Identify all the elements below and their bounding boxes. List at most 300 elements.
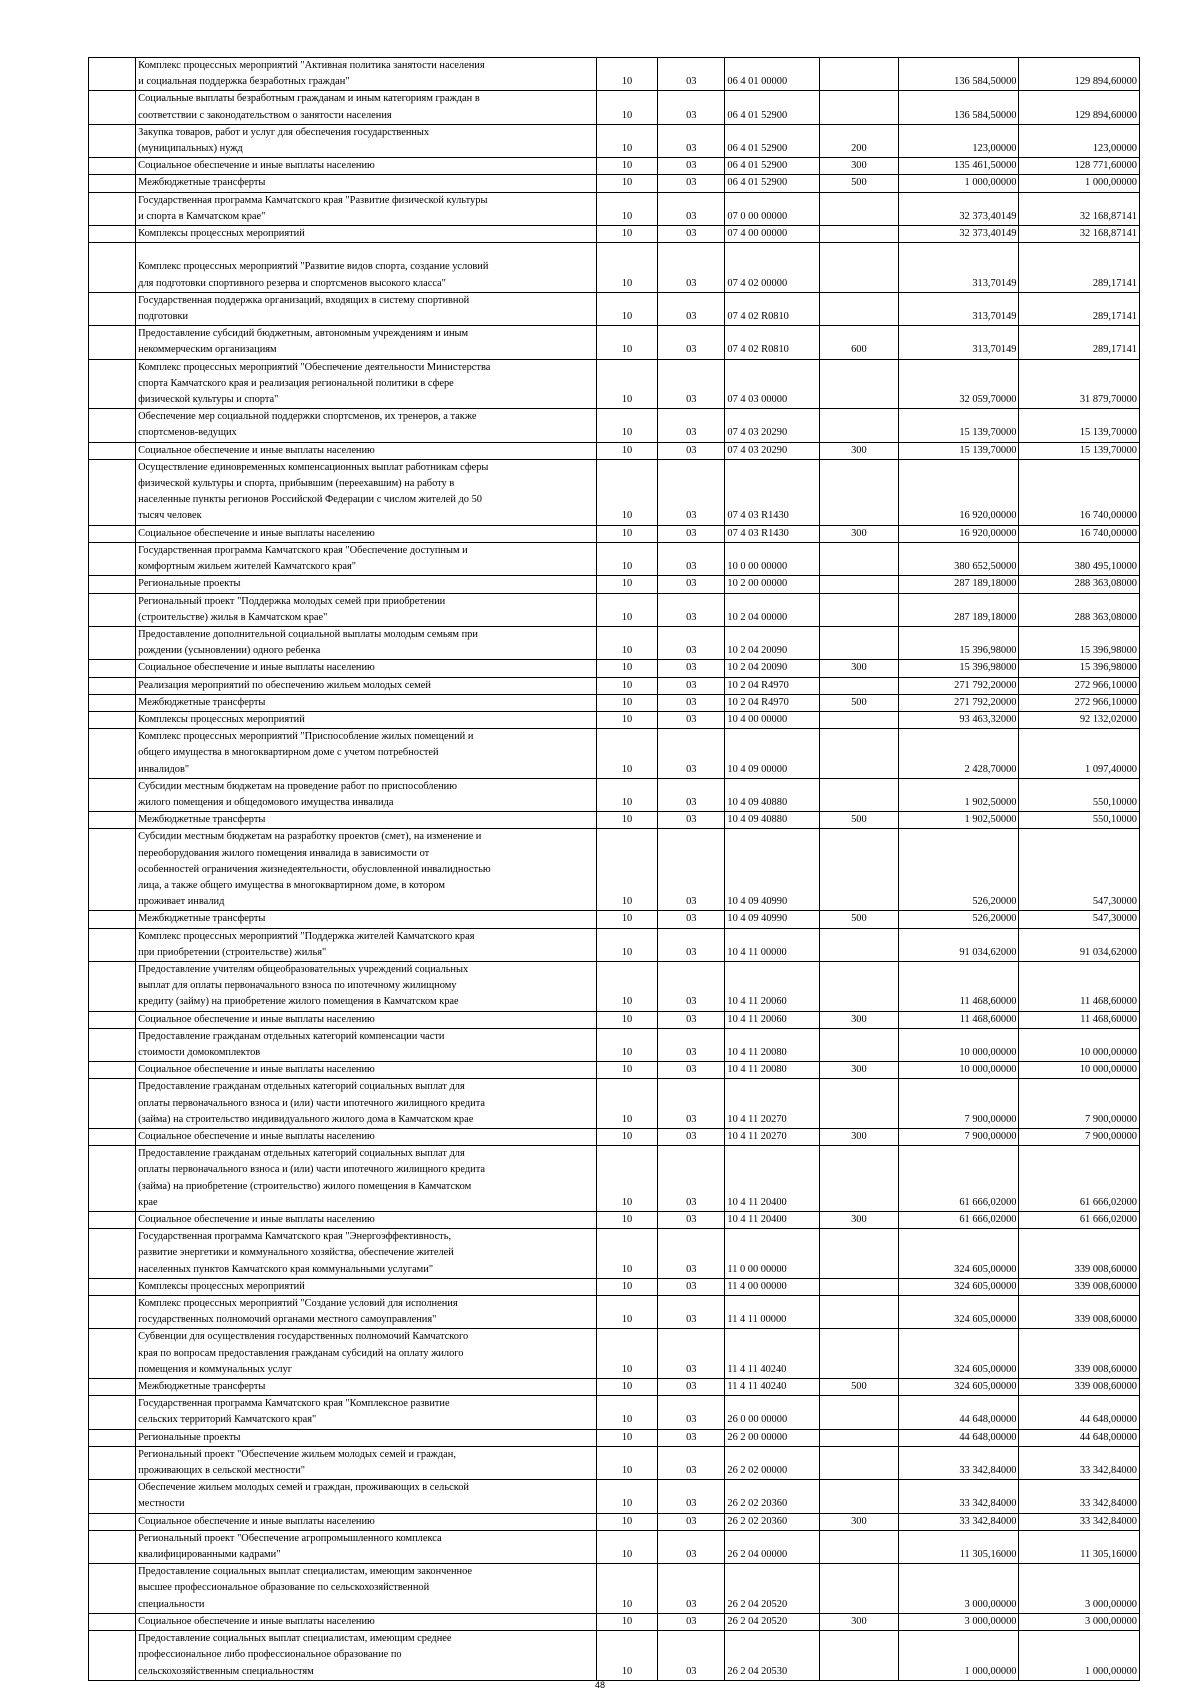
table-row <box>89 778 1140 811</box>
target-article-cell: 26 2 04 20530 <box>725 1631 819 1681</box>
subsection-code-cell: 03 <box>658 729 725 779</box>
target-article-cell: 10 4 09 00000 <box>725 729 819 779</box>
target-article-cell: 10 4 11 20270 <box>725 1079 819 1129</box>
table-row <box>89 359 1140 409</box>
amount-year2-cell: 128 771,60000 <box>1019 158 1140 175</box>
amount-year1-cell: 2 428,70000 <box>899 729 1019 779</box>
table-row <box>89 58 1140 91</box>
amount-year2-cell: 550,10000 <box>1019 812 1140 829</box>
item-name-cell: Межбюджетные трансферты <box>136 694 597 711</box>
amount-year2-cell: 31 879,70000 <box>1019 359 1140 409</box>
table-row <box>89 961 1140 1011</box>
row-index-cell <box>89 1446 136 1479</box>
target-article-cell: 07 4 02 00000 <box>725 243 819 293</box>
amount-year2-cell: 44 648,00000 <box>1019 1429 1140 1446</box>
item-name-cell: Комплекс процессных мероприятий "Обеспечение деятельности Министерства спорта Камчатского края и реализация региональной политики в сфере физической культуры и спорта" <box>136 359 597 409</box>
table-row <box>89 442 1140 459</box>
amount-year2-cell: 550,10000 <box>1019 778 1140 811</box>
row-index-cell <box>89 928 136 961</box>
section-code-cell: 10 <box>596 1011 657 1028</box>
amount-year2-cell: 11 468,60000 <box>1019 961 1140 1011</box>
amount-year1-cell: 7 900,00000 <box>899 1079 1019 1129</box>
item-name-cell: Региональный проект "Обеспечение жильем молодых семей и граждан, проживающих в сельской местности" <box>136 1446 597 1479</box>
expense-type-cell <box>819 192 898 225</box>
amount-year2-cell: 32 168,87141 <box>1019 192 1140 225</box>
section-code-cell: 10 <box>596 91 657 124</box>
amount-year1-cell: 1 000,00000 <box>899 175 1019 192</box>
section-code-cell: 10 <box>596 1028 657 1061</box>
target-article-cell: 07 4 03 00000 <box>725 359 819 409</box>
section-code-cell: 10 <box>596 192 657 225</box>
amount-year2-cell: 16 740,00000 <box>1019 459 1140 525</box>
row-index-cell <box>89 459 136 525</box>
item-name-cell: Межбюджетные трансферты <box>136 911 597 928</box>
expense-type-cell <box>819 1079 898 1129</box>
item-name-cell: Межбюджетные трансферты <box>136 1379 597 1396</box>
table-row <box>89 911 1140 928</box>
expense-type-cell <box>819 1446 898 1479</box>
table-row <box>89 576 1140 593</box>
amount-year2-cell: 61 666,02000 <box>1019 1146 1140 1212</box>
section-code-cell: 10 <box>596 660 657 677</box>
section-code-cell: 10 <box>596 694 657 711</box>
expense-type-cell: 600 <box>819 326 898 359</box>
item-name-cell: Комплекс процессных мероприятий "Развитие видов спорта, создание условий для подготовки спортивного резерва и спортсменов высокого класса" <box>136 243 597 293</box>
row-index-cell <box>89 1480 136 1513</box>
target-article-cell: 11 4 00 00000 <box>725 1278 819 1295</box>
row-index-cell <box>89 829 136 911</box>
target-article-cell: 26 2 02 20360 <box>725 1480 819 1513</box>
target-article-cell: 10 4 11 00000 <box>725 928 819 961</box>
target-article-cell: 10 2 04 R4970 <box>725 677 819 694</box>
subsection-code-cell: 03 <box>658 359 725 409</box>
amount-year1-cell: 324 605,00000 <box>899 1229 1019 1279</box>
section-code-cell: 10 <box>596 829 657 911</box>
amount-year1-cell: 526,20000 <box>899 911 1019 928</box>
item-name-cell: Предоставление гражданам отдельных категорий социальных выплат для оплаты первоначального взноса и (или) части ипотечного жилищного кредита (займа) на приобретение (строительство) жилого помещения в Камчатском крае <box>136 1146 597 1212</box>
amount-year1-cell: 93 463,32000 <box>899 711 1019 728</box>
subsection-code-cell: 03 <box>658 292 725 325</box>
subsection-code-cell: 03 <box>658 58 725 91</box>
table-row <box>89 175 1140 192</box>
table-row <box>89 928 1140 961</box>
expense-type-cell: 500 <box>819 911 898 928</box>
item-name-cell: Социальное обеспечение и иные выплаты населению <box>136 1129 597 1146</box>
table-row <box>89 1446 1140 1479</box>
section-code-cell: 10 <box>596 1296 657 1329</box>
section-code-cell: 10 <box>596 711 657 728</box>
target-article-cell: 07 4 03 R1430 <box>725 525 819 542</box>
budget-table-body <box>89 58 1140 1681</box>
amount-year2-cell: 272 966,10000 <box>1019 677 1140 694</box>
subsection-code-cell: 03 <box>658 1446 725 1479</box>
item-name-cell: Социальные выплаты безработным гражданам и иным категориям граждан в соответствии с законодательством о занятости населения <box>136 91 597 124</box>
amount-year2-cell: 288 363,08000 <box>1019 593 1140 626</box>
expense-type-cell <box>819 626 898 659</box>
amount-year2-cell: 16 740,00000 <box>1019 525 1140 542</box>
subsection-code-cell: 03 <box>658 442 725 459</box>
expense-type-cell <box>819 1229 898 1279</box>
row-index-cell <box>89 1631 136 1681</box>
row-index-cell <box>89 778 136 811</box>
section-code-cell: 10 <box>596 1229 657 1279</box>
target-article-cell: 11 0 00 00000 <box>725 1229 819 1279</box>
table-row <box>89 1631 1140 1681</box>
table-row <box>89 812 1140 829</box>
item-name-cell: Предоставление гражданам отдельных категорий компенсации части стоимости домокомплектов <box>136 1028 597 1061</box>
amount-year1-cell: 135 461,50000 <box>899 158 1019 175</box>
amount-year2-cell: 44 648,00000 <box>1019 1396 1140 1429</box>
amount-year1-cell: 324 605,00000 <box>899 1329 1019 1379</box>
target-article-cell: 10 2 04 00000 <box>725 593 819 626</box>
subsection-code-cell: 03 <box>658 542 725 575</box>
amount-year1-cell: 91 034,62000 <box>899 928 1019 961</box>
row-index-cell <box>89 593 136 626</box>
amount-year1-cell: 15 396,98000 <box>899 626 1019 659</box>
table-row <box>89 1429 1140 1446</box>
subsection-code-cell: 03 <box>658 1212 725 1229</box>
subsection-code-cell: 03 <box>658 961 725 1011</box>
target-article-cell: 26 2 04 20520 <box>725 1564 819 1614</box>
table-row <box>89 192 1140 225</box>
row-index-cell <box>89 175 136 192</box>
section-code-cell: 10 <box>596 593 657 626</box>
row-index-cell <box>89 58 136 91</box>
amount-year1-cell: 271 792,20000 <box>899 677 1019 694</box>
subsection-code-cell: 03 <box>658 1329 725 1379</box>
table-row <box>89 1613 1140 1630</box>
section-code-cell: 10 <box>596 1278 657 1295</box>
section-code-cell: 10 <box>596 175 657 192</box>
table-row <box>89 1212 1140 1229</box>
subsection-code-cell: 03 <box>658 1429 725 1446</box>
target-article-cell: 11 4 11 40240 <box>725 1379 819 1396</box>
row-index-cell <box>89 542 136 575</box>
expense-type-cell <box>819 1429 898 1446</box>
amount-year1-cell: 44 648,00000 <box>899 1429 1019 1446</box>
section-code-cell: 10 <box>596 1396 657 1429</box>
section-code-cell: 10 <box>596 58 657 91</box>
amount-year1-cell: 136 584,50000 <box>899 91 1019 124</box>
subsection-code-cell: 03 <box>658 1278 725 1295</box>
amount-year1-cell: 7 900,00000 <box>899 1129 1019 1146</box>
expense-type-cell <box>819 1631 898 1681</box>
table-row <box>89 525 1140 542</box>
expense-type-cell <box>819 778 898 811</box>
table-row <box>89 1278 1140 1295</box>
item-name-cell: Государственная программа Камчатского края "Комплексное развитие сельских территорий Камчатского края" <box>136 1396 597 1429</box>
expense-type-cell <box>819 576 898 593</box>
amount-year1-cell: 61 666,02000 <box>899 1146 1019 1212</box>
subsection-code-cell: 03 <box>658 829 725 911</box>
subsection-code-cell: 03 <box>658 226 725 243</box>
table-row <box>89 243 1140 293</box>
row-index-cell <box>89 1278 136 1295</box>
amount-year2-cell: 288 363,08000 <box>1019 576 1140 593</box>
amount-year2-cell: 289,17141 <box>1019 292 1140 325</box>
section-code-cell: 10 <box>596 626 657 659</box>
row-index-cell <box>89 158 136 175</box>
amount-year2-cell: 547,30000 <box>1019 829 1140 911</box>
target-article-cell: 06 4 01 52900 <box>725 124 819 157</box>
table-row <box>89 226 1140 243</box>
section-code-cell: 10 <box>596 778 657 811</box>
target-article-cell: 26 2 04 20520 <box>725 1613 819 1630</box>
expense-type-cell <box>819 729 898 779</box>
expense-type-cell <box>819 1146 898 1212</box>
row-index-cell <box>89 243 136 293</box>
amount-year2-cell: 15 139,70000 <box>1019 442 1140 459</box>
item-name-cell: Комплексы процессных мероприятий <box>136 226 597 243</box>
expense-type-cell <box>819 58 898 91</box>
table-row <box>89 1379 1140 1396</box>
item-name-cell: Социальное обеспечение и иные выплаты населению <box>136 442 597 459</box>
target-article-cell: 10 4 09 40990 <box>725 911 819 928</box>
subsection-code-cell: 03 <box>658 1631 725 1681</box>
section-code-cell: 10 <box>596 158 657 175</box>
amount-year1-cell: 15 396,98000 <box>899 660 1019 677</box>
expense-type-cell: 300 <box>819 1613 898 1630</box>
amount-year2-cell: 380 495,10000 <box>1019 542 1140 575</box>
amount-year1-cell: 33 342,84000 <box>899 1446 1019 1479</box>
target-article-cell: 10 4 11 20270 <box>725 1129 819 1146</box>
table-row <box>89 626 1140 659</box>
row-index-cell <box>89 711 136 728</box>
expense-type-cell: 300 <box>819 158 898 175</box>
row-index-cell <box>89 729 136 779</box>
row-index-cell <box>89 1564 136 1614</box>
section-code-cell: 10 <box>596 1129 657 1146</box>
expense-type-cell <box>819 542 898 575</box>
amount-year1-cell: 10 000,00000 <box>899 1028 1019 1061</box>
amount-year2-cell: 33 342,84000 <box>1019 1480 1140 1513</box>
table-row <box>89 677 1140 694</box>
expense-type-cell <box>819 928 898 961</box>
target-article-cell: 10 4 09 40990 <box>725 829 819 911</box>
amount-year2-cell: 3 000,00000 <box>1019 1564 1140 1614</box>
subsection-code-cell: 03 <box>658 1011 725 1028</box>
expense-type-cell: 300 <box>819 1062 898 1079</box>
amount-year2-cell: 339 008,60000 <box>1019 1379 1140 1396</box>
item-name-cell: Социальное обеспечение и иные выплаты населению <box>136 1613 597 1630</box>
expense-type-cell <box>819 1028 898 1061</box>
target-article-cell: 10 4 11 20060 <box>725 1011 819 1028</box>
item-name-cell: Комплекс процессных мероприятий "Приспособление жилых помещений и общего имущества в многоквартирном доме с учетом потребностей инвалидов" <box>136 729 597 779</box>
expense-type-cell: 500 <box>819 812 898 829</box>
target-article-cell: 26 2 02 00000 <box>725 1446 819 1479</box>
expense-type-cell <box>819 1480 898 1513</box>
expense-type-cell <box>819 593 898 626</box>
table-row <box>89 1229 1140 1279</box>
target-article-cell: 07 4 02 R0810 <box>725 326 819 359</box>
amount-year1-cell: 136 584,50000 <box>899 58 1019 91</box>
table-row <box>89 660 1140 677</box>
target-article-cell: 07 4 02 R0810 <box>725 292 819 325</box>
item-name-cell: Социальное обеспечение и иные выплаты населению <box>136 1062 597 1079</box>
expense-type-cell <box>819 91 898 124</box>
amount-year1-cell: 16 920,00000 <box>899 459 1019 525</box>
table-row <box>89 1564 1140 1614</box>
expense-type-cell: 300 <box>819 660 898 677</box>
row-index-cell <box>89 124 136 157</box>
row-index-cell <box>89 525 136 542</box>
target-article-cell: 10 4 11 20400 <box>725 1146 819 1212</box>
target-article-cell: 10 2 04 R4970 <box>725 694 819 711</box>
subsection-code-cell: 03 <box>658 175 725 192</box>
subsection-code-cell: 03 <box>658 626 725 659</box>
amount-year1-cell: 11 468,60000 <box>899 961 1019 1011</box>
amount-year2-cell: 10 000,00000 <box>1019 1062 1140 1079</box>
item-name-cell: Предоставление социальных выплат специалистам, имеющим среднее профессиональное либо профессиональное образование по сельскохозяйственным специальностям <box>136 1631 597 1681</box>
amount-year2-cell: 129 894,60000 <box>1019 58 1140 91</box>
amount-year2-cell: 15 139,70000 <box>1019 409 1140 442</box>
amount-year1-cell: 1 902,50000 <box>899 812 1019 829</box>
amount-year1-cell: 271 792,20000 <box>899 694 1019 711</box>
row-index-cell <box>89 226 136 243</box>
amount-year1-cell: 11 305,16000 <box>899 1530 1019 1563</box>
amount-year2-cell: 11 468,60000 <box>1019 1011 1140 1028</box>
amount-year1-cell: 123,00000 <box>899 124 1019 157</box>
target-article-cell: 10 2 04 20090 <box>725 626 819 659</box>
section-code-cell: 10 <box>596 576 657 593</box>
section-code-cell: 10 <box>596 1146 657 1212</box>
subsection-code-cell: 03 <box>658 1613 725 1630</box>
expense-type-cell <box>819 243 898 293</box>
item-name-cell: Региональный проект "Поддержка молодых семей при приобретении (строительстве) жилья в Камчатском крае" <box>136 593 597 626</box>
page-number: 48 <box>594 1680 605 1690</box>
expense-type-cell <box>819 711 898 728</box>
amount-year1-cell: 32 373,40149 <box>899 192 1019 225</box>
subsection-code-cell: 03 <box>658 326 725 359</box>
target-article-cell: 10 0 00 00000 <box>725 542 819 575</box>
amount-year2-cell: 61 666,02000 <box>1019 1212 1140 1229</box>
table-row <box>89 1062 1140 1079</box>
expense-type-cell <box>819 1329 898 1379</box>
table-row <box>89 158 1140 175</box>
table-row <box>89 593 1140 626</box>
target-article-cell: 10 2 04 20090 <box>725 660 819 677</box>
item-name-cell: Предоставление учителям общеобразовательных учреждений социальных выплат для оплаты первоначального взноса по ипотечному жилищному кредиту (займу) на приобретение жилого помещения в Камчатском крае <box>136 961 597 1011</box>
section-code-cell: 10 <box>596 928 657 961</box>
section-code-cell: 10 <box>596 1631 657 1681</box>
amount-year2-cell: 33 342,84000 <box>1019 1513 1140 1530</box>
section-code-cell: 10 <box>596 1613 657 1630</box>
expense-type-cell <box>819 459 898 525</box>
section-code-cell: 10 <box>596 292 657 325</box>
subsection-code-cell: 03 <box>658 778 725 811</box>
amount-year1-cell: 33 342,84000 <box>899 1480 1019 1513</box>
target-article-cell: 07 4 03 20290 <box>725 409 819 442</box>
subsection-code-cell: 03 <box>658 1513 725 1530</box>
table-row <box>89 1329 1140 1379</box>
expense-type-cell <box>819 677 898 694</box>
row-index-cell <box>89 409 136 442</box>
row-index-cell <box>89 1513 136 1530</box>
amount-year1-cell: 10 000,00000 <box>899 1062 1019 1079</box>
section-code-cell: 10 <box>596 1062 657 1079</box>
section-code-cell: 10 <box>596 961 657 1011</box>
amount-year2-cell: 1 000,00000 <box>1019 1631 1140 1681</box>
section-code-cell: 10 <box>596 812 657 829</box>
amount-year1-cell: 3 000,00000 <box>899 1613 1019 1630</box>
target-article-cell: 06 4 01 00000 <box>725 58 819 91</box>
item-name-cell: Субвенции для осуществления государственных полномочий Камчатского края по вопросам предоставления гражданам субсидий на оплату жилого помещения и коммунальных услуг <box>136 1329 597 1379</box>
amount-year1-cell: 313,70149 <box>899 326 1019 359</box>
amount-year2-cell: 289,17141 <box>1019 326 1140 359</box>
subsection-code-cell: 03 <box>658 158 725 175</box>
expense-type-cell: 300 <box>819 442 898 459</box>
table-row <box>89 1480 1140 1513</box>
amount-year2-cell: 92 132,02000 <box>1019 711 1140 728</box>
item-name-cell: Региональный проект "Обеспечение агропромышленного комплекса квалифицированными кадрами" <box>136 1530 597 1563</box>
table-row <box>89 124 1140 157</box>
target-article-cell: 10 4 00 00000 <box>725 711 819 728</box>
amount-year2-cell: 339 008,60000 <box>1019 1229 1140 1279</box>
row-index-cell <box>89 359 136 409</box>
amount-year2-cell: 272 966,10000 <box>1019 694 1140 711</box>
amount-year1-cell: 313,70149 <box>899 243 1019 293</box>
expense-type-cell: 500 <box>819 694 898 711</box>
subsection-code-cell: 03 <box>658 1564 725 1614</box>
section-code-cell: 10 <box>596 542 657 575</box>
subsection-code-cell: 03 <box>658 1079 725 1129</box>
table-row <box>89 292 1140 325</box>
target-article-cell: 26 2 02 20360 <box>725 1513 819 1530</box>
subsection-code-cell: 03 <box>658 1146 725 1212</box>
item-name-cell: Предоставление социальных выплат специалистам, имеющим законченное высшее профессиональное образование по сельскохозяйственной специальности <box>136 1564 597 1614</box>
row-index-cell <box>89 1011 136 1028</box>
amount-year1-cell: 324 605,00000 <box>899 1278 1019 1295</box>
subsection-code-cell: 03 <box>658 525 725 542</box>
subsection-code-cell: 03 <box>658 1129 725 1146</box>
expense-type-cell <box>819 1564 898 1614</box>
amount-year2-cell: 3 000,00000 <box>1019 1613 1140 1630</box>
table-row <box>89 1513 1140 1530</box>
amount-year2-cell: 7 900,00000 <box>1019 1079 1140 1129</box>
subsection-code-cell: 03 <box>658 1229 725 1279</box>
subsection-code-cell: 03 <box>658 124 725 157</box>
table-row <box>89 542 1140 575</box>
budget-table <box>88 57 1140 1681</box>
section-code-cell: 10 <box>596 1564 657 1614</box>
section-code-cell: 10 <box>596 459 657 525</box>
amount-year2-cell: 11 305,16000 <box>1019 1530 1140 1563</box>
amount-year2-cell: 339 008,60000 <box>1019 1329 1140 1379</box>
table-row <box>89 1079 1140 1129</box>
item-name-cell: Государственная поддержка организаций, входящих в систему спортивной подготовки <box>136 292 597 325</box>
amount-year1-cell: 1 902,50000 <box>899 778 1019 811</box>
subsection-code-cell: 03 <box>658 91 725 124</box>
row-index-cell <box>89 961 136 1011</box>
table-row <box>89 1396 1140 1429</box>
row-index-cell <box>89 576 136 593</box>
amount-year2-cell: 15 396,98000 <box>1019 660 1140 677</box>
section-code-cell: 10 <box>596 326 657 359</box>
row-index-cell <box>89 911 136 928</box>
amount-year1-cell: 33 342,84000 <box>899 1513 1019 1530</box>
amount-year2-cell: 1 000,00000 <box>1019 175 1140 192</box>
target-article-cell: 11 4 11 40240 <box>725 1329 819 1379</box>
subsection-code-cell: 03 <box>658 409 725 442</box>
item-name-cell: Предоставление дополнительной социальной выплаты молодым семьям при рождении (усыновлении) одного ребенка <box>136 626 597 659</box>
row-index-cell <box>89 1129 136 1146</box>
amount-year2-cell: 123,00000 <box>1019 124 1140 157</box>
item-name-cell: Закупка товаров, работ и услуг для обеспечения государственных (муниципальных) нужд <box>136 124 597 157</box>
amount-year1-cell: 11 468,60000 <box>899 1011 1019 1028</box>
item-name-cell: Комплекс процессных мероприятий "Поддержка жителей Камчатского края при приобретении (строительстве) жилья" <box>136 928 597 961</box>
amount-year1-cell: 3 000,00000 <box>899 1564 1019 1614</box>
amount-year2-cell: 339 008,60000 <box>1019 1296 1140 1329</box>
